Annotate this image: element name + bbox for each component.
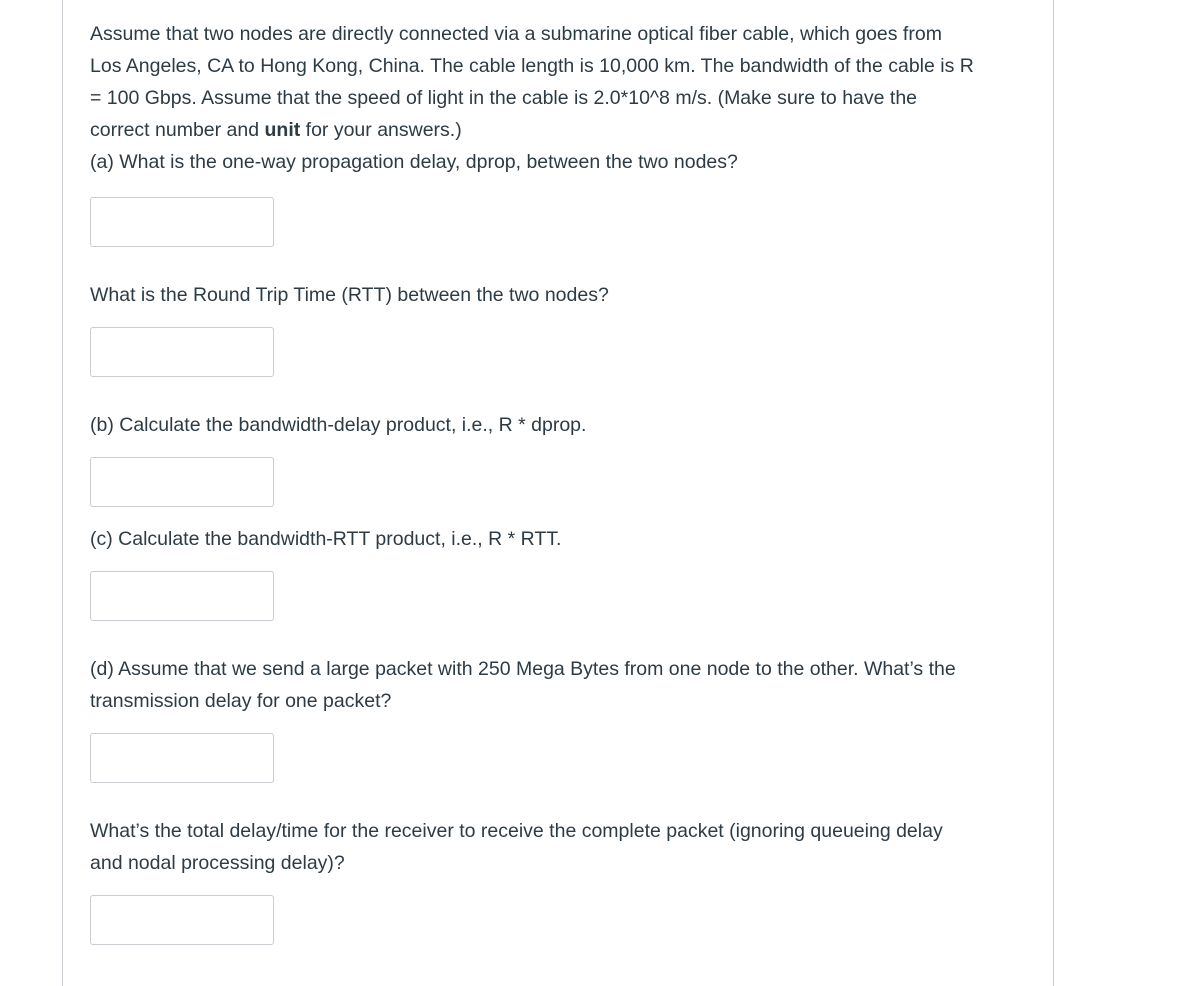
question-body <box>90 18 1025 945</box>
question-panel <box>62 0 1054 986</box>
intro-line-4-end: for your answers.) <box>300 119 462 141</box>
intro-line-4-start: correct number and <box>90 119 265 141</box>
rtt-prompt: What is the Round Trip Time (RTT) between the two nodes? <box>90 284 609 306</box>
total-delay-line-1: What’s the total delay/time for the receiver to receive the complete packet (ignoring queueing delay <box>90 820 943 842</box>
part-d-line-2: transmission delay for one packet? <box>90 690 392 712</box>
answer-input-c[interactable] <box>90 571 274 621</box>
answer-input-total-delay[interactable] <box>90 895 274 945</box>
intro-line-2: Los Angeles, CA to Hong Kong, China. The cable length is 10,000 km. The bandwidth of the cable is R <box>90 55 974 77</box>
part-d-line-1: (d) Assume that we send a large packet with 250 Mega Bytes from one node to the other. What’s the <box>90 658 956 680</box>
question-intro <box>90 18 1025 178</box>
total-delay-prompt <box>90 815 1025 879</box>
answer-input-a[interactable] <box>90 197 274 247</box>
total-delay-line-2: and nodal processing delay)? <box>90 852 345 874</box>
part-d-prompt <box>90 653 1025 717</box>
part-c-prompt: (c) Calculate the bandwidth-RTT product, i.e., R * RTT. <box>90 528 562 550</box>
part-a-prompt: (a) What is the one-way propagation delay, dprop, between the two nodes? <box>90 151 738 173</box>
answer-input-rtt[interactable] <box>90 327 274 377</box>
answer-input-d[interactable] <box>90 733 274 783</box>
intro-line-3: = 100 Gbps. Assume that the speed of light in the cable is 2.0*10^8 m/s. (Make sure to have the <box>90 87 918 109</box>
part-b-prompt: (b) Calculate the bandwidth-delay product, i.e., R * dprop. <box>90 414 587 436</box>
unit-emphasis: unit <box>264 119 301 141</box>
answer-input-b[interactable] <box>90 457 274 507</box>
intro-line-1: Assume that two nodes are directly connected via a submarine optical fiber cable, which goes from <box>90 23 942 45</box>
